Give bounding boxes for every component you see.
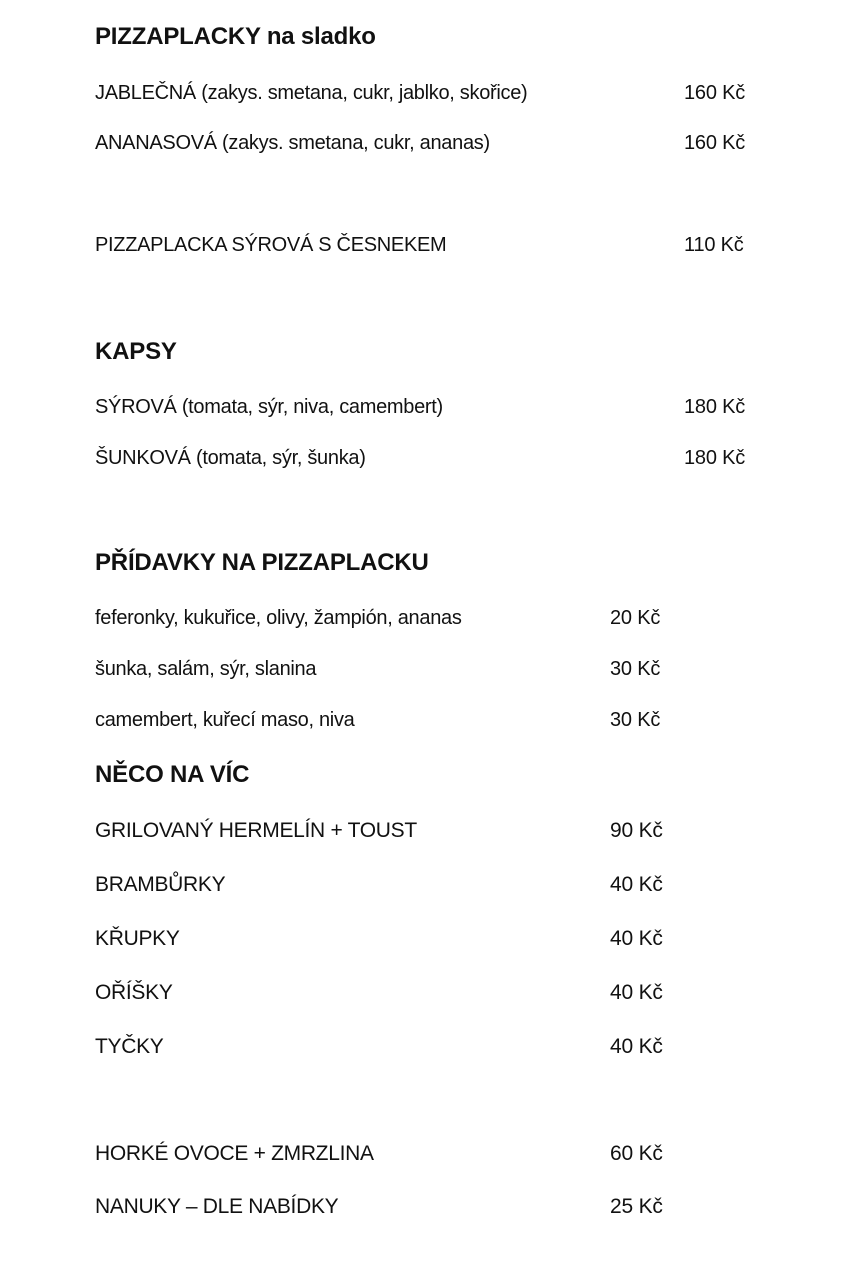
menu-item [95, 396, 795, 422]
item-price: 180 Kč [684, 396, 746, 418]
item-name: ANANASOVÁ (zakys. smetana, cukr, ananas) [95, 132, 490, 154]
item-price: 60 Kč [610, 1142, 663, 1165]
menu-item [95, 658, 795, 684]
item-price: 40 Kč [610, 927, 663, 950]
menu-item [95, 234, 795, 260]
item-price: 30 Kč [610, 709, 661, 731]
item-price: 160 Kč [684, 82, 746, 104]
menu-item [95, 819, 795, 845]
section-title-extras: PŘÍDAVKY NA PIZZAPLACKU [95, 549, 429, 576]
section-title-sweet: PIZZAPLACKY na sladko [95, 23, 376, 50]
item-price: 40 Kč [610, 981, 663, 1004]
menu-item [95, 1195, 795, 1221]
item-name: GRILOVANÝ HERMELÍN + TOUST [95, 819, 417, 842]
menu-item [95, 82, 795, 108]
item-price: 20 Kč [610, 607, 661, 629]
menu-item [95, 927, 795, 953]
menu-item [95, 1035, 795, 1061]
item-name: PIZZAPLACKA SÝROVÁ S ČESNEKEM [95, 234, 447, 256]
item-price: 180 Kč [684, 447, 746, 469]
section-title-more: NĚCO NA VÍC [95, 761, 250, 788]
item-price: 160 Kč [684, 132, 746, 154]
menu-item [95, 607, 795, 633]
item-price: 110 Kč [684, 234, 744, 256]
item-name: feferonky, kukuřice, olivy, žampión, ananas [95, 607, 462, 629]
item-name: TYČKY [95, 1035, 164, 1058]
item-name: ŠUNKOVÁ (tomata, sýr, šunka) [95, 447, 366, 469]
item-name: SÝROVÁ (tomata, sýr, niva, camembert) [95, 396, 443, 418]
menu-item [95, 709, 795, 735]
menu-item [95, 873, 795, 899]
item-name: KŘUPKY [95, 927, 180, 950]
item-name: NANUKY – DLE NABÍDKY [95, 1195, 339, 1218]
menu-item [95, 447, 795, 473]
menu-item [95, 981, 795, 1007]
item-name: šunka, salám, sýr, slanina [95, 658, 317, 680]
item-price: 30 Kč [610, 658, 661, 680]
section-title-kapsy: KAPSY [95, 338, 177, 365]
item-price: 90 Kč [610, 819, 663, 842]
menu-item [95, 1142, 795, 1168]
menu-item [95, 132, 795, 158]
item-price: 25 Kč [610, 1195, 663, 1218]
item-name: BRAMBŮRKY [95, 873, 226, 896]
item-name: camembert, kuřecí maso, niva [95, 709, 355, 731]
item-price: 40 Kč [610, 873, 663, 896]
item-name: JABLEČNÁ (zakys. smetana, cukr, jablko, skořice) [95, 82, 528, 104]
item-price: 40 Kč [610, 1035, 663, 1058]
item-name: OŘÍŠKY [95, 981, 173, 1004]
item-name: HORKÉ OVOCE + ZMRZLINA [95, 1142, 374, 1165]
